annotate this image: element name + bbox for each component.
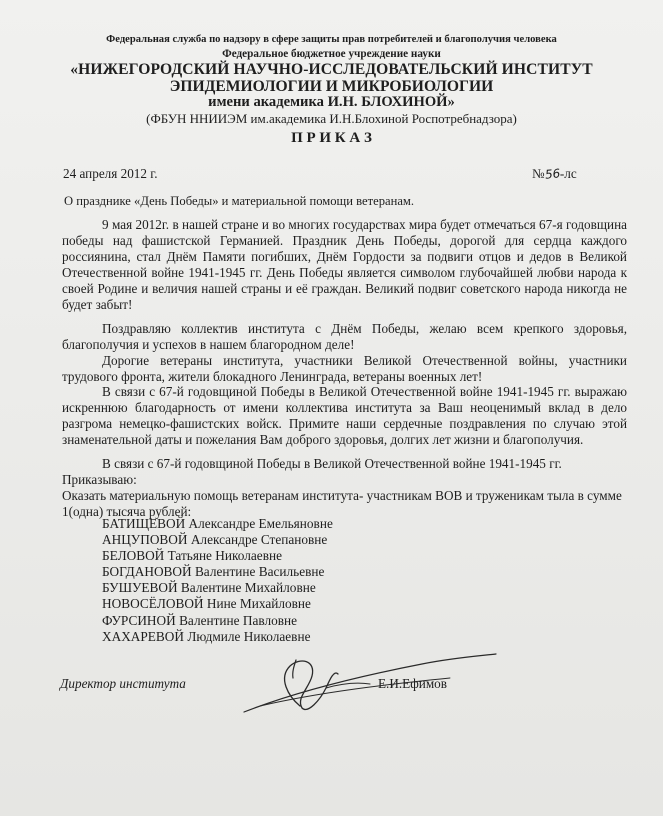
recipient-item: НОВОСЁЛОВОЙ Нине Михайловне bbox=[102, 596, 311, 612]
agency-line: Федеральная служба по надзору в сфере защиты прав потребителей и благополучия человека bbox=[106, 34, 557, 45]
document-type: П Р И К А З bbox=[291, 130, 372, 146]
number-sign: № bbox=[532, 166, 545, 181]
paragraph-veterans-address: Дорогие ветераны института, участники Великой Отечественной войны, участники трудового фронта, жители блокадного Ленинграда, ветераны военных лет! bbox=[62, 353, 627, 384]
institute-name-line3: имени академика И.Н. БЛОХИНОЙ» bbox=[208, 94, 455, 110]
handwritten-signature bbox=[230, 648, 510, 724]
institute-name-line1: «НИЖЕГОРОДСКИЙ НАУЧНО-ИССЛЕДОВАТЕЛЬСКИЙ ИНСТИТУТ bbox=[70, 61, 593, 78]
recipient-item: БОГДАНОВОЙ Валентине Васильевне bbox=[102, 564, 325, 580]
recipient-item: ХАХАРЕВОЙ Людмиле Николаевне bbox=[102, 628, 311, 644]
order-subject: О празднике «День Победы» и материальной помощи ветеранам. bbox=[64, 194, 415, 208]
paragraph-gratitude: В связи с 67-й годовщиной Победы в Великой Отечественной войне 1941-1945 гг. выражаю искреннюю благодарность от имени коллектива института за Ваш неоценимый вклад в дело разгрома немецко-фашистских войск. Примите наши сердечные поздравления по случаю этой знаменательной даты и пожелания Вам доброго здоровья, долгих лет жизни и благополучия. bbox=[62, 384, 627, 447]
institution-type: Федеральное бюджетное учреждение науки bbox=[222, 48, 441, 60]
signatory-position: Директор института bbox=[60, 676, 186, 691]
signatory-name: Е.И.Ефимов bbox=[378, 676, 447, 691]
order-number bbox=[532, 166, 577, 182]
institute-name-line2: ЭПИДЕМИОЛОГИИ И МИКРОБИОЛОГИИ bbox=[169, 78, 494, 95]
order-text: Оказать материальную помощь ветеранам института- участникам ВОВ и труженикам тыла в сумме 1(одна) тысяча рублей: bbox=[62, 488, 622, 519]
recipient-list bbox=[102, 516, 333, 645]
recipient-item: АНЦУПОВОЙ Александре Степановне bbox=[102, 532, 328, 548]
recipient-item: БАТИЩЕВОЙ Александре Емельяновне bbox=[102, 516, 333, 531]
paragraph-order-reason: В связи с 67-й годовщиной Победы в Великой Отечественной войне 1941-1945 гг. bbox=[102, 456, 562, 471]
paragraph-anniversary: 9 мая 2012г. в нашей стране и во многих государствах мира будет отмечаться 67-я годовщина победы над фашистской Германией. Праздник День Победы, дорогой для сердца каждого россиянина, стал Днём Памяти погибших, Днём Гордости за подвиги отцов и дедов в Великой Отечественной войне 1941-1945 гг. День Победы является символом глубочайшей любви народа к своей Родине и величия нашей страны и её граждан. Великий подвиг советского народа никогда не будет забыт! bbox=[62, 217, 627, 312]
handwritten-number: 56 bbox=[543, 166, 561, 182]
recipient-item: ФУРСИНОЙ Валентине Павловне bbox=[102, 612, 298, 628]
paragraph-congratulation: Поздравляю коллектив института с Днём Победы, желаю всем крепкого здоровья, благополучия и успехов в нашем благородном деле! bbox=[62, 321, 627, 352]
recipient-item: БЕЛОВОЙ Татьяне Николаевне bbox=[102, 548, 282, 564]
recipient-item: БУШУЕВОЙ Валентине Михайловне bbox=[102, 580, 316, 596]
order-date: 24 апреля 2012 г. bbox=[63, 166, 158, 181]
order-word: Приказываю: bbox=[62, 472, 137, 487]
number-suffix: -лс bbox=[559, 166, 577, 181]
institute-abbreviation: (ФБУН ННИИЭМ им.академика И.Н.Блохиной Роспотребнадзора) bbox=[146, 111, 517, 126]
